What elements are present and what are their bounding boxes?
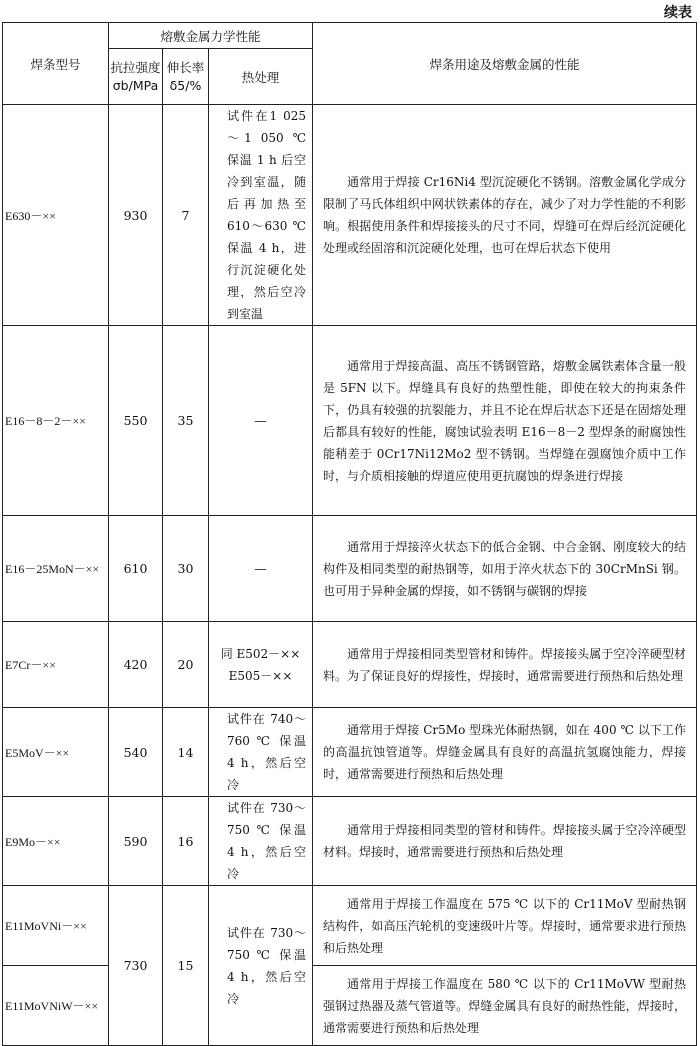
electrode-type: E7Cr－×× [3, 622, 109, 708]
header-tensile [109, 49, 163, 105]
use-text: 通常用于焊接相同类型管材和铸件。焊接接头属于空冷淬硬型材料。为了保证良好的焊接性，焊接时，通常需要进行预热和后热处理 [323, 646, 686, 683]
use-text: 通常用于焊接工作温度在 575 ℃ 以下的 Cr11MoV 型耐热钢结构件，如高压汽轮机的变速级叶片等。焊接时，通常要求进行预热和后热处理 [323, 896, 686, 955]
header-use: 焊条用途及熔敷金属的性能 [313, 23, 697, 105]
elongation-value: 7 [163, 105, 209, 326]
use-text: 通常用于焊接工作温度在 580 ℃ 以下的 Cr11MoVW 型耐热强钢过热器及蒸气管道等。焊缝金属具有良好的耐热性能，焊接时，通常需要进行预热和后热处理 [323, 976, 686, 1035]
use-description [313, 708, 697, 797]
heat-treatment: — [209, 326, 313, 516]
header-tensile-label: 抗拉强度 [110, 59, 161, 75]
heat-treatment: 试件在1 025～1 050 ℃ 保温 1 h 后空冷到室温，随后再加热至 610～630 ℃ 保温 4 h，进行沉淀硬化处理，然后空冷到室温 [209, 105, 313, 326]
use-description [313, 622, 697, 708]
elongation-value: 14 [163, 708, 209, 797]
tensile-value: 550 [109, 326, 163, 516]
elongation-value: 16 [163, 797, 209, 886]
use-description [313, 797, 697, 886]
use-text: 通常用于焊接 Cr16Ni4 型沉淀硬化不锈钢。溶敷金属化学成分限制了马氏体组织中网状铁素体的存在，减少了对力学性能的不利影响。根据使用条件和焊接接头的尺寸不同，焊缝可在焊后经沉淀硬化处理或经固溶和沉淀硬化处理，也可在焊后状态下使用 [323, 175, 686, 255]
electrode-type: E630－×× [3, 105, 109, 326]
tensile-value: 420 [109, 622, 163, 708]
electrode-type: E11MoVNi－×× [3, 886, 109, 966]
elongation-value: 15 [163, 886, 209, 1046]
use-description [313, 966, 697, 1046]
use-text: 通常用于焊接 Cr5Mo 型珠光体耐热钢，如在 400 ℃ 以下工作的高温抗蚀管道等。焊缝金属具有良好的高温抗氢腐蚀能力，焊接时，通常需要进行预热和后热处理 [323, 723, 686, 781]
use-description [313, 516, 697, 622]
electrode-type: E16－8－2－×× [3, 326, 109, 516]
table-row [3, 622, 697, 708]
electrode-type: E9Mo－×× [3, 797, 109, 886]
tensile-value: 610 [109, 516, 163, 622]
heat-treatment: 试件在 730～750 ℃ 保温 4 h，然后空冷 [209, 797, 313, 886]
table-row [3, 886, 697, 966]
use-description [313, 886, 697, 966]
header-mech-group: 熔敷金属力学性能 [109, 23, 313, 49]
table-row [3, 797, 697, 886]
header-type: 焊条型号 [3, 23, 109, 105]
elongation-value: 35 [163, 326, 209, 516]
electrode-type: E5MoV－×× [3, 708, 109, 797]
header-elongation-label: 伸长率 [166, 59, 205, 75]
header-elongation-unit: δ5/% [169, 77, 202, 93]
heat-treatment: — [209, 516, 313, 622]
elongation-value: 20 [163, 622, 209, 708]
use-description [313, 326, 697, 516]
tensile-value: 590 [109, 797, 163, 886]
table-row [3, 708, 697, 797]
tensile-value: 730 [109, 886, 163, 1046]
header-tensile-unit: σb/MPa [112, 77, 159, 93]
table-row [3, 966, 697, 1046]
heat-treatment: 试件在 740～760 ℃ 保温 4 h，然后空冷 [209, 708, 313, 797]
table-row [3, 105, 697, 326]
table-row [3, 326, 697, 516]
header-heat: 热处理 [209, 49, 313, 105]
continued-label: 续表 [664, 5, 692, 21]
heat-treatment: 同 E502－×× E505－×× [209, 622, 313, 708]
header-elongation [163, 49, 209, 105]
electrode-type: E11MoVNiW－×× [3, 966, 109, 1046]
use-text: 通常用于焊接高温、高压不锈钢管路，熔敷金属铁素体含量一般是 5FN 以下。焊缝具有良好的热塑性能，即使在较大的拘束条件下，仍具有较强的抗裂能力，并且不论在焊后状态下还是在固熔处理后都具有较好的性能，腐蚀试验表明 E16－8－2 型焊条的耐腐蚀性能稍差于 0Cr17Ni12Mo2 型不锈钢。当焊缝在强腐蚀介质中工作时，与介质相接触的焊道应使用更抗腐蚀的焊条进行焊接 [323, 358, 686, 483]
electrode-type: E16－25MoN－×× [3, 516, 109, 622]
use-text: 通常用于焊接淬火状态下的低合金钢、中合金钢、刚度较大的结构件及相同类型的耐热钢等，如用于淬火状态下的 30CrMnSi 钢。也可用于异种金属的焊接，如不锈钢与碳钢的焊接 [323, 539, 686, 598]
heat-treatment: 试件在 730～750 ℃ 保温 4 h，然后空冷 [209, 886, 313, 1046]
electrode-table [2, 22, 697, 1046]
use-description [313, 105, 697, 326]
use-text: 通常用于焊接相同类型的管材和铸件。焊接接头属于空冷淬硬型材料。焊接时，通常需要进行预热和后热处理 [323, 823, 686, 859]
tensile-value: 540 [109, 708, 163, 797]
table-row [3, 516, 697, 622]
elongation-value: 30 [163, 516, 209, 622]
tensile-value: 930 [109, 105, 163, 326]
